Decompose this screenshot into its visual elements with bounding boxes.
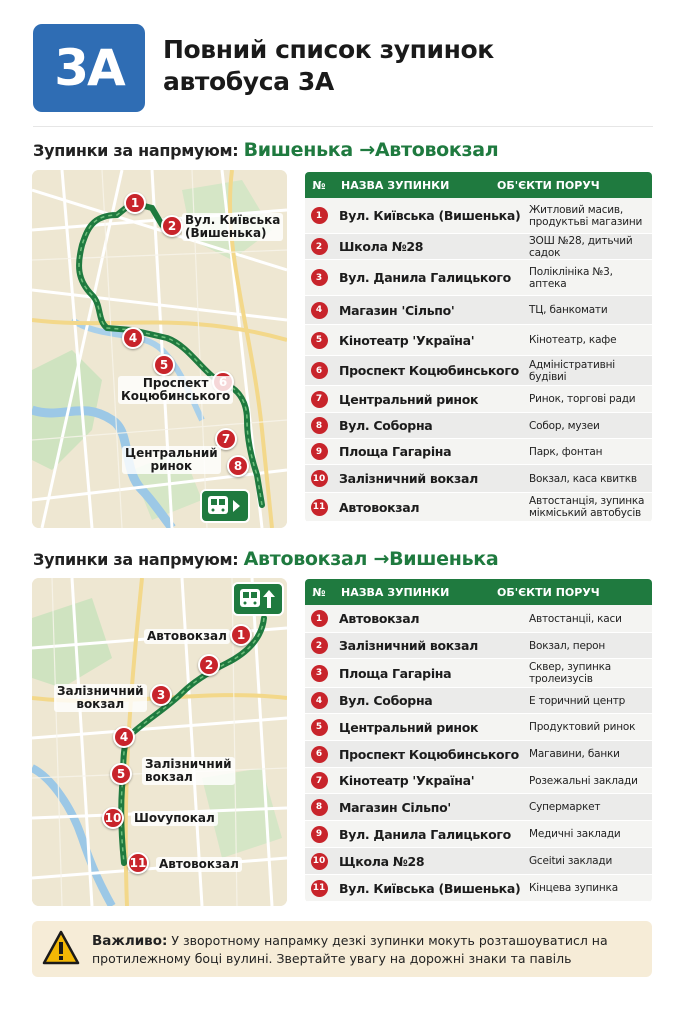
stop-name: Автовокзал [339,611,420,626]
stop-objects: Розежальні заклади [529,774,638,787]
table-row[interactable] [305,794,652,821]
map1-stop-pin-2[interactable]: 2 [161,215,183,237]
stop-name: Кінотеатр 'Україна' [339,332,475,348]
stop-number-cell [305,362,333,379]
table-row[interactable] [305,260,652,296]
stop-number-badge: 1 [311,207,328,224]
stop-number-cell [305,332,333,349]
stop-objects: Вокзал, каса квиткв [529,472,637,485]
col-header-num: № [312,178,326,192]
page-header [33,24,653,114]
table-row[interactable] [305,386,652,413]
stop-number-badge: 10 [311,470,328,487]
stop-name: Проспект Коцюбинського [339,746,519,762]
map2-stop-pin-10[interactable]: 10 [102,807,124,829]
stop-name: Автовокзал [339,499,420,515]
bus-up-icon [232,582,284,616]
stop-name: Вул. Данила Галицького [339,270,511,285]
stop-name: Вул. Соборна [339,418,433,433]
stop-number-cell [305,746,333,763]
direction2-label: Зупинки за напрмуюм: [33,550,239,569]
stop-number-cell [305,719,333,736]
stop-name: Кінотеатр 'Україна' [339,773,475,788]
bus-glyph-icon [206,494,244,518]
map2-stop-pin-11[interactable]: 11 [127,852,149,874]
stop-number-badge: 7 [311,772,328,789]
map2-label-shop: Шоѵупокал [131,811,218,826]
map1-stop-pin-4[interactable]: 4 [122,327,144,349]
stop-number-cell [305,207,333,224]
table-row[interactable] [305,325,652,356]
stop-objects: Вокзал, перон [529,639,606,652]
stop-number-badge: 5 [311,719,328,736]
stop-name: Площа Гагаріна [339,665,452,681]
map2-stop-pin-2[interactable]: 2 [198,654,220,676]
table-row[interactable] [305,848,652,875]
stop-number-cell [305,799,333,816]
table-row[interactable] [305,493,652,522]
stop-objects: Собор, музеи [529,419,600,432]
stop-objects: Ринок, торгові ради [529,393,636,405]
stop-name: Школа №28 [339,239,424,254]
stop-number-cell [305,772,333,789]
table-row[interactable] [305,356,652,386]
stop-number-cell [305,302,333,319]
direction1-map[interactable] [32,170,287,528]
stop-name: Залізничний вокзал [339,638,478,653]
stop-objects: Житловий масив, продуктьві магазини [529,203,643,228]
header-divider [33,126,653,127]
route-badge: 3A [33,24,145,112]
table-row[interactable] [305,296,652,325]
map2-label-avtovokzal-bottom: Автовокзал [156,857,242,872]
map1-label-rynok: Центральний ринок [122,446,221,474]
direction1-table [305,172,652,522]
stop-number-cell [305,637,333,654]
stop-number-cell [305,391,333,408]
stop-number-badge: 9 [311,826,328,843]
direction2-map[interactable] [32,578,287,906]
stop-number-badge: 2 [311,238,328,255]
stop-objects: Адміністративні будівиі [529,358,615,383]
stop-objects: Автостанція, зупинка мікміський автобусів [529,495,645,519]
stop-name: Магазин 'Сільпо' [339,302,455,318]
stop-name: Магазин Сільпо' [339,799,451,815]
bus-icon [200,489,250,523]
stop-number-badge: 9 [311,443,328,460]
stop-number-badge: 3 [311,269,328,286]
map2-label-zaliznychnyi-left: Залізничний вокзал [54,684,147,712]
direction2-table [305,579,652,902]
note-bold: Важливо: [92,933,168,949]
note-text [92,932,640,967]
table-row[interactable] [305,659,652,688]
map2-stop-pin-1[interactable]: 1 [230,624,252,646]
map2-stop-pin-4[interactable]: 4 [113,726,135,748]
stop-objects: Кінотеатр, кафе [529,334,617,346]
stop-objects: Gceitиі заклади [529,855,613,867]
stop-number-cell [305,880,333,897]
stop-number-badge: 10 [311,853,328,870]
stop-number-cell [305,238,333,255]
stop-number-badge: 8 [311,417,328,434]
stop-objects: Автостанціі, каси [529,612,622,625]
table-row[interactable] [305,198,652,234]
map1-stop-pin-1[interactable]: 1 [124,192,146,214]
stop-number-badge: 11 [311,499,328,516]
table-row[interactable] [305,714,652,741]
table-row[interactable] [305,605,652,633]
stop-number-badge: 6 [311,362,328,379]
col-header-objects: ОБ'ЄКТИ ПОРУЧ [497,178,600,192]
stop-number-badge: 4 [311,302,328,319]
stop-number-cell [305,470,333,487]
stop-name: Центральний ринок [339,391,479,407]
stop-number-cell [305,853,333,870]
stop-number-cell [305,417,333,434]
stop-objects: Магавини, банки [529,748,620,760]
stop-name: Вул. Данила Галицького [339,826,511,842]
map1-stop-pin-5[interactable]: 5 [153,354,175,376]
important-note [32,921,652,977]
stop-objects: Продуктовий ринок [529,721,636,733]
col-header-num: № [312,585,326,599]
stop-objects: Парк, фонтан [529,445,603,458]
map2-stop-pin-3[interactable]: 3 [150,684,172,706]
table2-header [305,579,652,605]
stop-objects: ЗОШ №28, дитьчий садок [529,234,633,259]
stop-number-badge: 2 [311,637,328,654]
title-line-2: автобуса 3А [163,67,334,96]
stop-number-cell [305,499,333,516]
table1-body [305,198,652,522]
direction1-route: Вишенька →Автовокзал [243,139,499,161]
page-title [163,34,643,98]
map2-stop-pin-5[interactable]: 5 [110,763,132,785]
map1-label-kyivska: Вул. Київська (Вишенька) [182,213,283,241]
stop-number-badge: 7 [311,391,328,408]
stop-objects: Супермаркет [529,801,601,813]
table-row[interactable] [305,465,652,493]
table-row[interactable] [305,688,652,714]
col-header-name: НАЗВА ЗУПИНКИ [341,585,450,599]
stop-number-cell [305,826,333,843]
table1-header [305,172,652,198]
stop-number-cell [305,269,333,286]
stop-name: Центральний ринок [339,719,479,735]
stop-number-badge: 5 [311,332,328,349]
stop-name: Площа Гагаріна [339,444,452,459]
direction1-heading [33,139,498,161]
map2-label-avtovokzal-top: Автовокзал [144,629,230,644]
map1-label-kotsiubynskoho: Проспект Коцюбинського [118,376,233,404]
stop-objects: ТЦ, банкомати [529,304,608,316]
table2-body [305,605,652,902]
title-line-1: Повний список зупинок [163,35,494,64]
table-row[interactable] [305,633,652,659]
stop-number-badge: 4 [311,692,328,709]
table-row[interactable] [305,413,652,439]
col-header-objects: ОБ'ЄКТИ ПОРУЧ [497,585,600,599]
stop-number-cell [305,692,333,709]
table-row[interactable] [305,439,652,465]
stop-name: Залізничний вокзал [339,471,478,486]
direction1-label: Зупинки за напрмуюм: [33,141,239,160]
stop-number-badge: 3 [311,665,328,682]
stop-number-badge: 11 [311,880,328,897]
stop-name: Вул. Соборна [339,693,433,708]
stop-number-badge: 8 [311,799,328,816]
table-row[interactable] [305,768,652,794]
stop-objects: Медичні заклади [529,828,621,840]
stop-number-cell [305,665,333,682]
stop-name: Вул. Київська (Вишенька) [339,208,521,223]
direction2-route: Автовокзал →Вишенька [243,548,499,570]
stop-number-badge: 1 [311,610,328,627]
table-row[interactable] [305,741,652,768]
stop-name: Щкола №28 [339,853,425,869]
stop-objects: Поліклініка №3, аптека [529,265,613,290]
col-header-name: НАЗВА ЗУПИНКИ [341,178,450,192]
note-body: У зворотному напрамку дезкі зупинки мокуть розташоуватисл на протилежному боці вулині. Звертайте увагу на дорожні знаки та павіль [92,933,608,966]
map1-stop-pin-7[interactable]: 7 [215,428,237,450]
table-row[interactable] [305,234,652,260]
stop-objects: Кінцева зупинка [529,882,618,894]
stop-objects: Сквер, зупинка тролеизусів [529,661,611,685]
stop-number-cell [305,443,333,460]
stop-name: Вул. Київська (Вишенька) [339,880,521,896]
stop-objects: Е торичний центр [529,694,626,707]
bus-up-glyph-icon [238,587,278,611]
warning-icon [42,930,80,966]
stop-name: Проспект Коцюбинського [339,363,519,378]
table-row[interactable] [305,821,652,848]
stop-number-cell [305,610,333,627]
stop-number-badge: 6 [311,746,328,763]
table-row[interactable] [305,875,652,902]
direction2-heading [33,548,498,570]
map1-stop-pin-8[interactable]: 8 [227,455,249,477]
map2-label-zaliznychnyi-right: Залізничний вокзал [142,757,235,785]
